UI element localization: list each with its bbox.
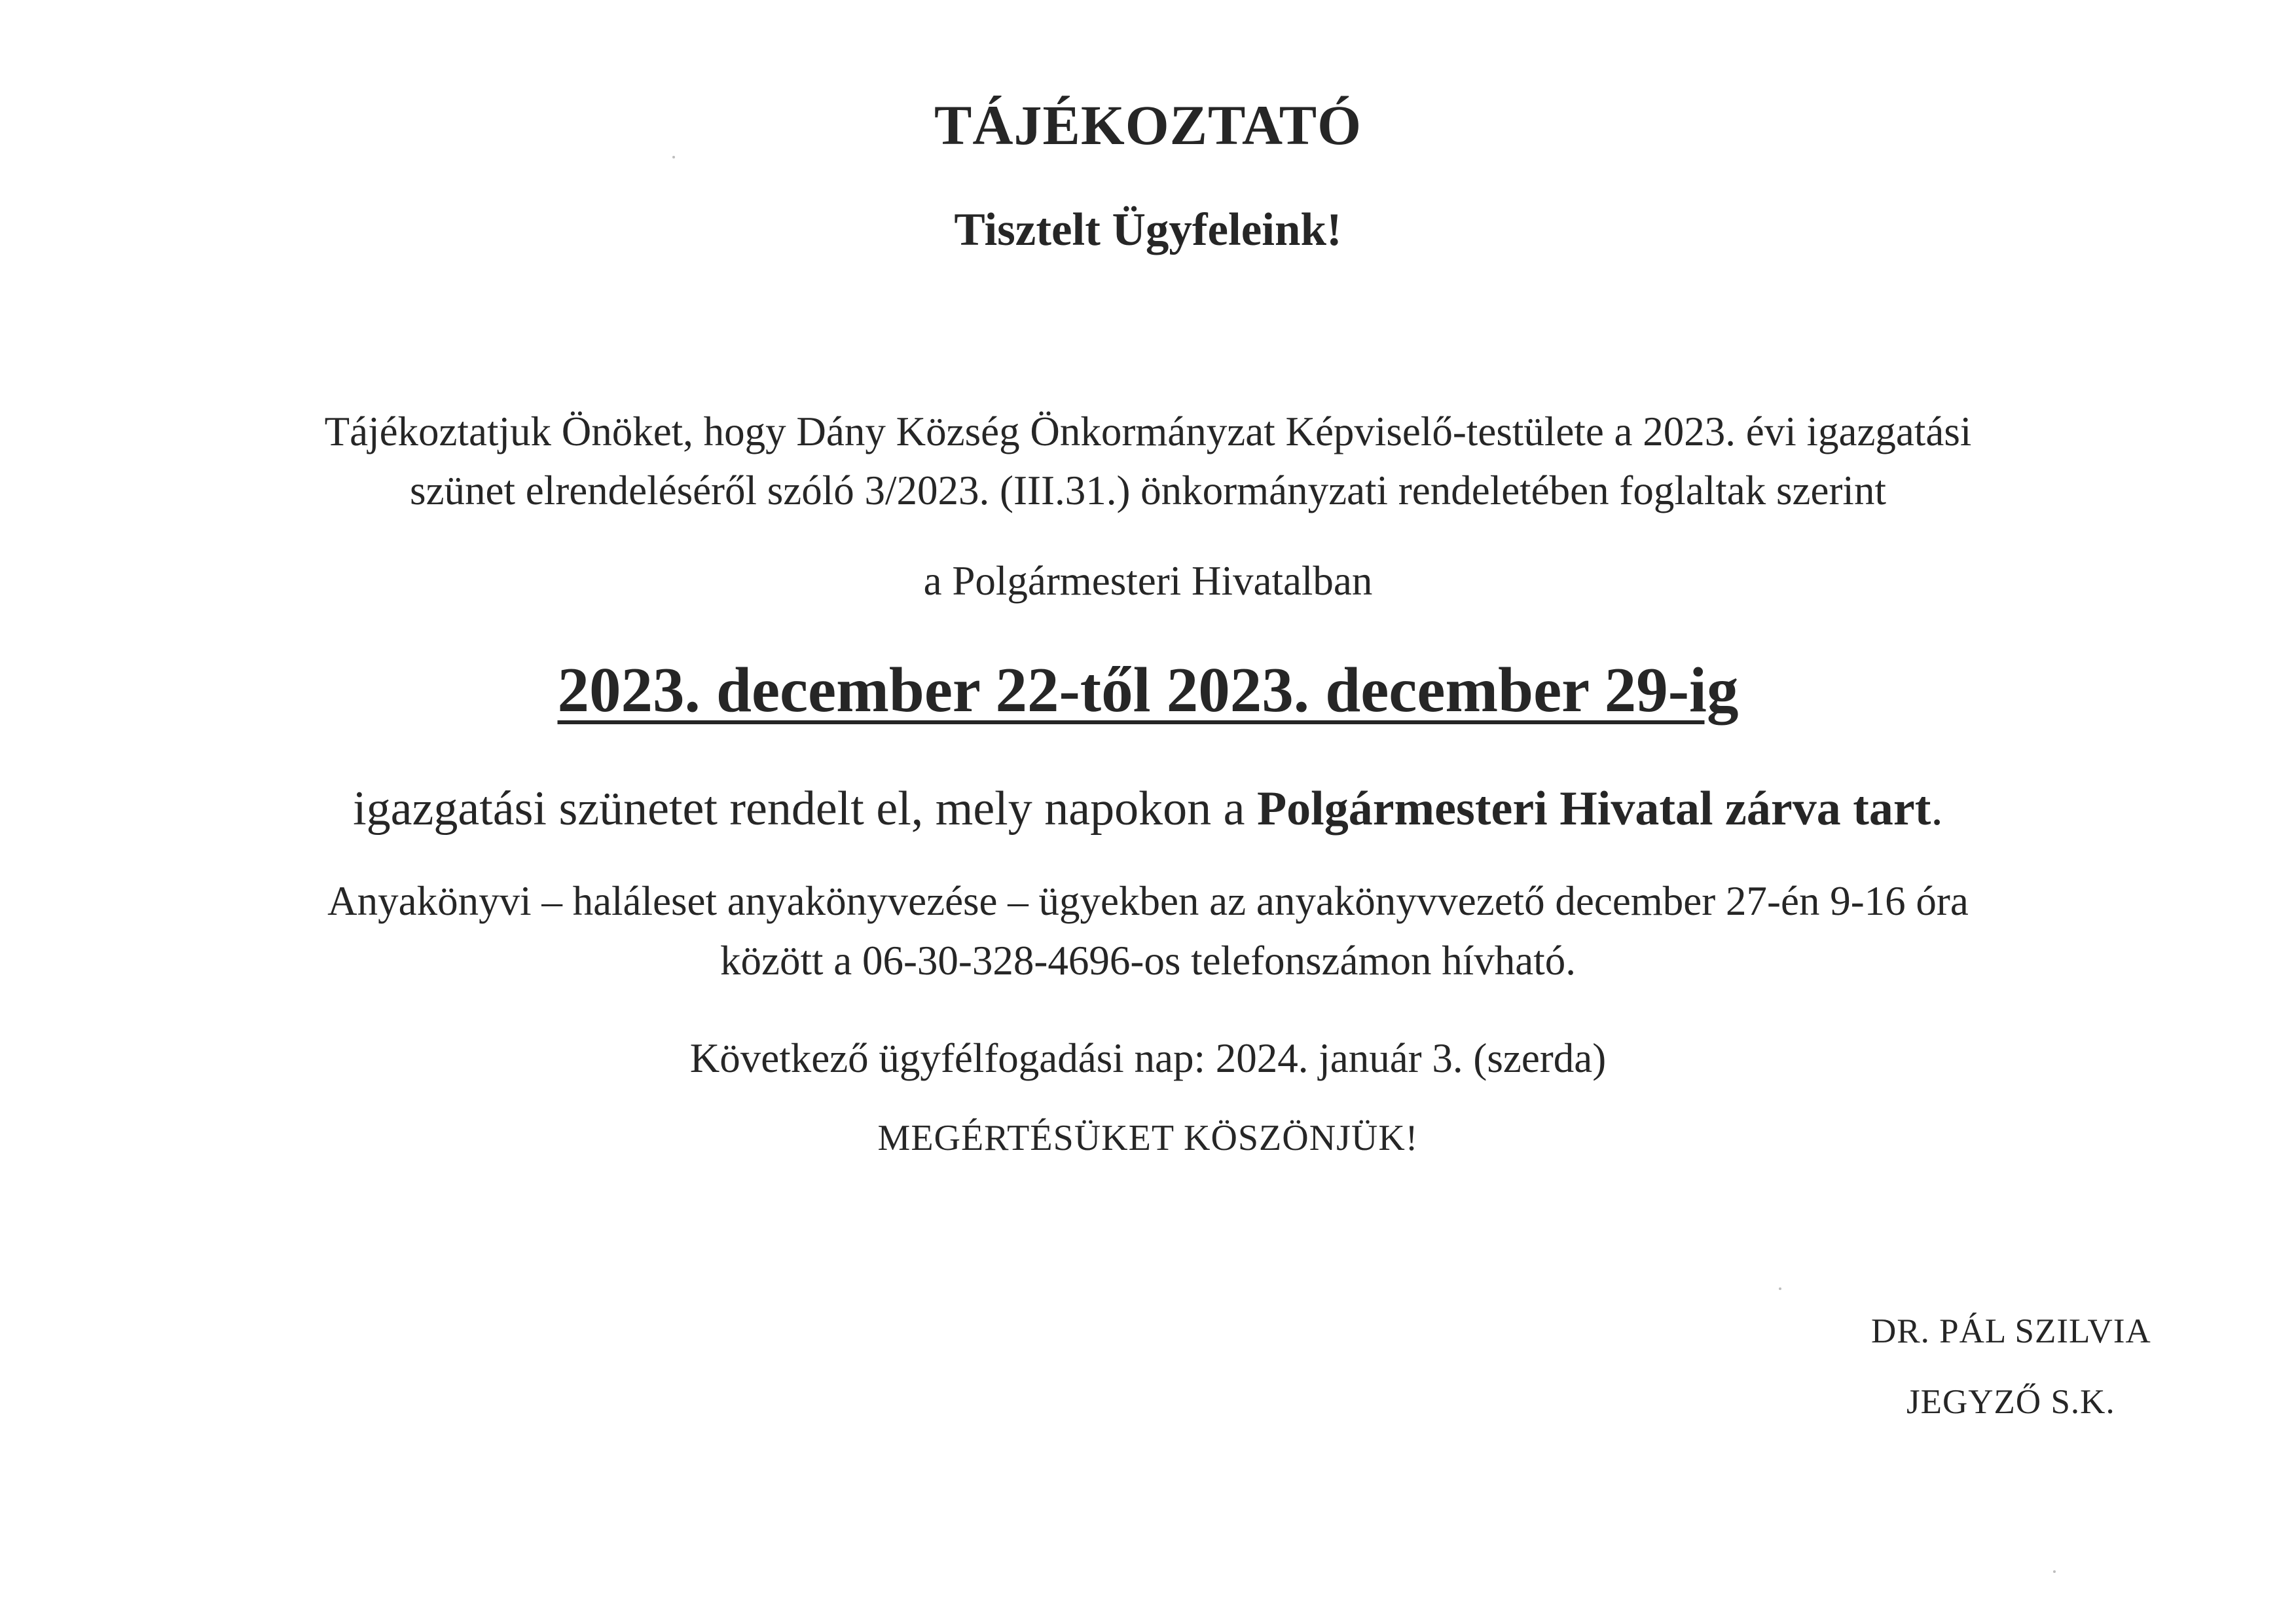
notice-title: TÁJÉKOZTATÓ: [934, 94, 1362, 157]
intro-paragraph-line-2: szünet elrendeléséről szóló 3/2023. (III.31.) önkormányzati rendeletében foglaltak szerint: [410, 468, 1886, 513]
signature-name: DR. PÁL SZILVIA: [1871, 1312, 2151, 1350]
scan-speck: [1779, 1287, 1781, 1290]
scan-speck: [2053, 1570, 2056, 1573]
closure-date-range: 2023. december 22-től 2023. december 29-ig: [557, 655, 1739, 725]
registry-paragraph-line-1: Anyakönyvi – haláleset anyakönyvezése – ügyekben az anyakönyvvezető december 27-én 9-16 óra: [327, 878, 1969, 924]
scan-speck: [672, 156, 675, 158]
registry-paragraph-line-2: között a 06-30-328-4696-os telefonszámon hívható.: [720, 938, 1576, 984]
greeting: Tisztelt Ügyfeleink!: [954, 204, 1342, 255]
closure-emphasis: Polgármesteri Hivatal zárva tart: [1256, 782, 1931, 836]
closure-prefix: igazgatási szünetet rendelt el, mely napokon a: [353, 782, 1257, 836]
closure-sentence: [0, 782, 2296, 836]
thanks-line: MEGÉRTÉSÜKET KÖSZÖNJÜK!: [877, 1118, 1419, 1158]
next-reception-day: Következő ügyfélfogadási nap: 2024. január 3. (szerda): [689, 1035, 1607, 1081]
closure-suffix: .: [1931, 782, 1943, 836]
intro-paragraph-line-1: Tájékoztatjuk Önöket, hogy Dány Község Önkormányzat Képviselő-testülete a 2023. évi igazgatási: [324, 409, 1972, 454]
office-line: a Polgármesteri Hivatalban: [923, 558, 1373, 604]
signature-title: JEGYZŐ S.K.: [1906, 1383, 2115, 1421]
